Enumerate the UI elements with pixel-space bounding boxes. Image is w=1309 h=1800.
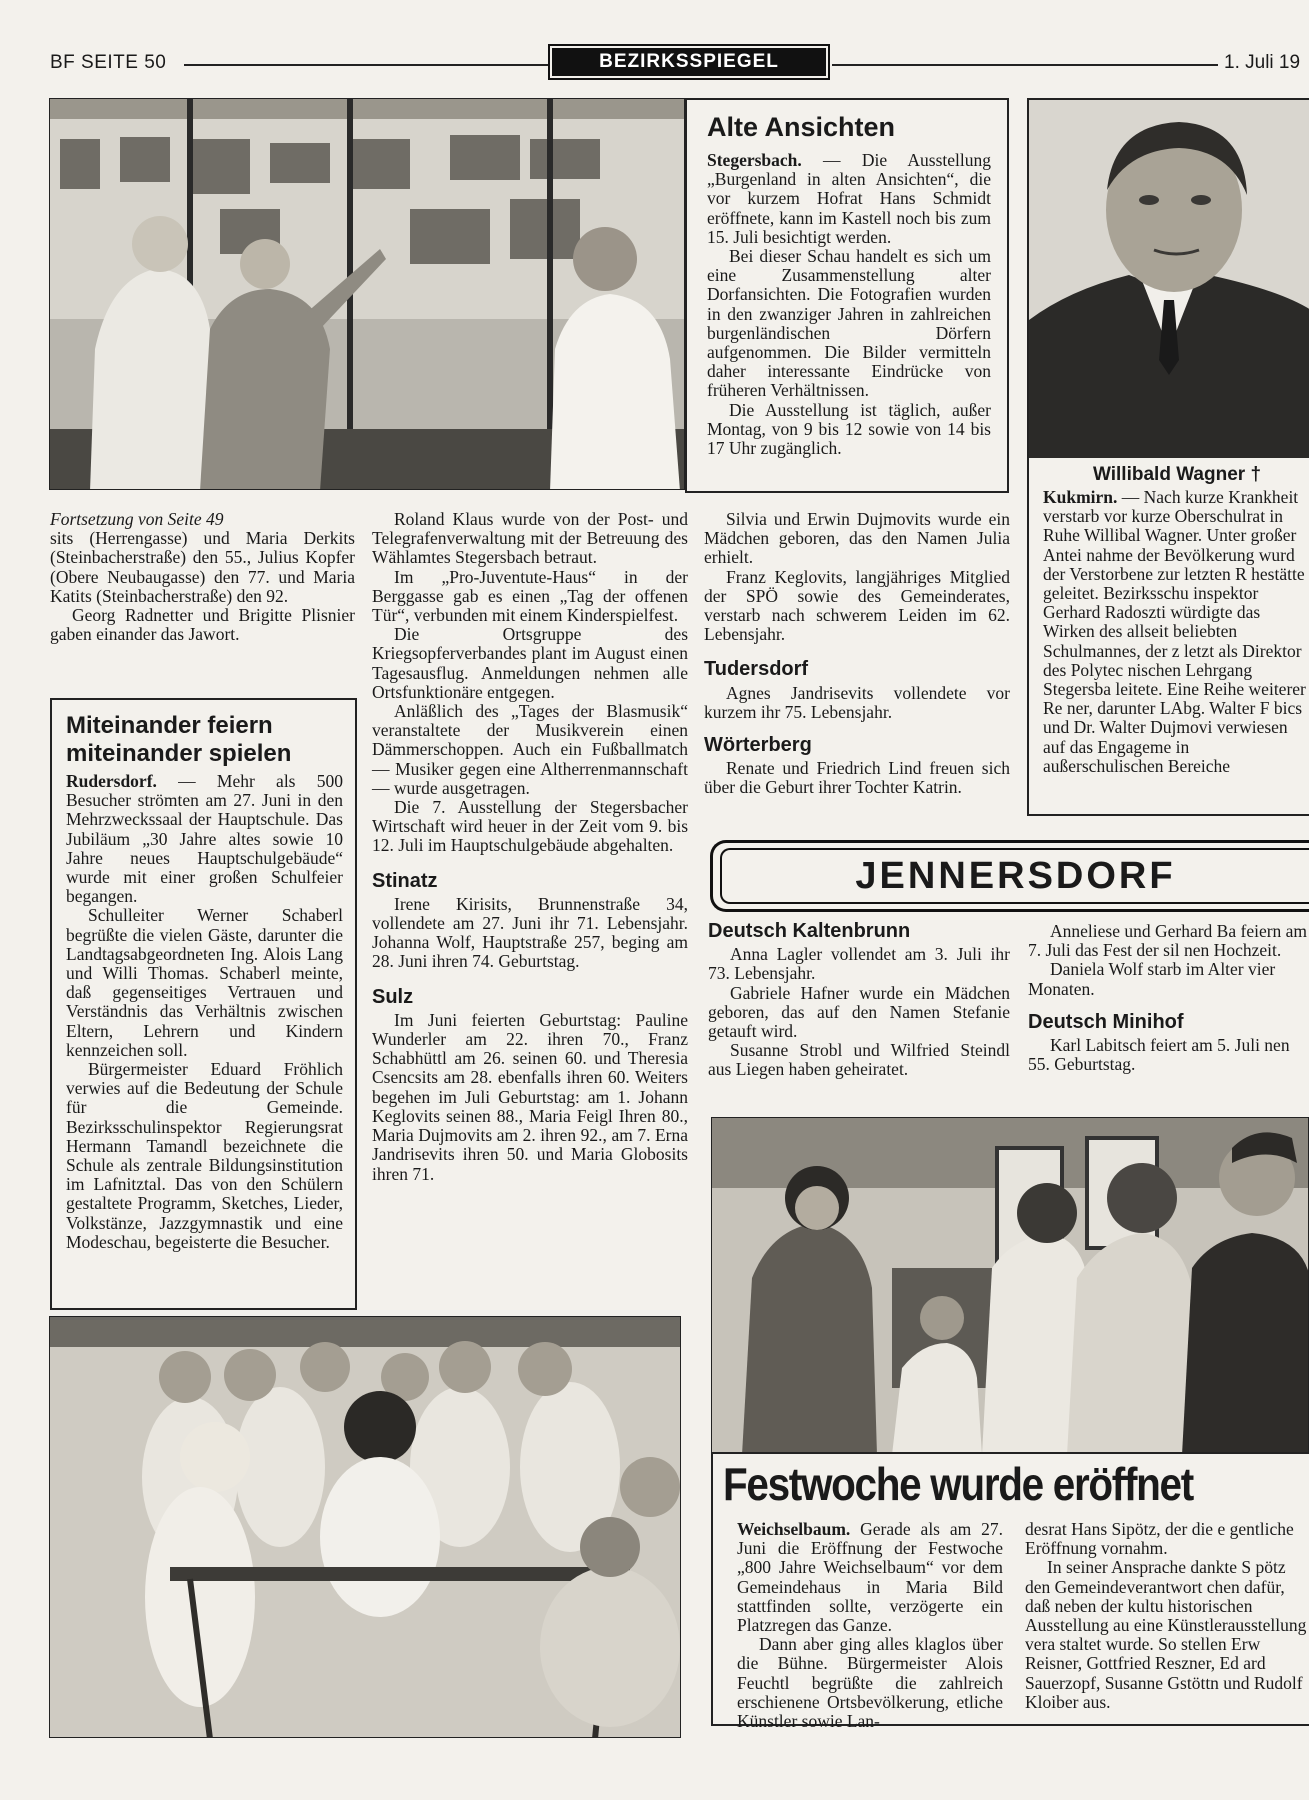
col2-text: Roland Klaus wurde von der Post- und Telegrafenverwaltung mit der Betreuung des Wählamtes Stegersbach betraut. Im „Pro-Juventute-Haus“ in der Berggasse gab es einen „Tag der offenen Tür“, verbunden mit einem Kinderspielfest. Die Ortsgruppe des Kriegsopferverbandes plant im August einen Tagesausflug. Anmeldungen nehmen alle Ortsfunktionäre entgegen. Anläßlich des „Tages der Blasmusik“ veranstaltete der Musikverein einen Dämmerschoppen. Auch ein Fußballmatch — Musiker gegen eine Altherrenmannschaft — wurde ausgetragen. Die 7. Ausstellung der Stegersbacher Wirtschaft wird heuer in der Zeit vom 9. bis 12. Juli im Hauptschulgebäude abgehalten. Stinatz Irene Kirisits, Brunnenstraße 34, vollendete am 27. Juni ihr 71. Lebensjahr. Johanna Wolf, Hauptstraße 257, beging am 28. Juni ihren 74. Geburtstag. Sulz Im Juni feierten Geburtstag: Pauline Wunderler am 22. ihren 70., Franz Schabhüttl am 26. seinen 60. und Theresia Csencsits am 28. ebenfalls ihren 60. Weiters begehen im Juli Geburtstag: am 1. Johann Keglovits seinen 88., Maria Feigl Ihren 80., Maria Dujmovits am 2. ihren 92., am 7. Erna Jandrisevits ihren 50. und Maria Globosits ihren 71.: [372, 509, 688, 1184]
woerterberg-heading: Wörterberg: [704, 734, 812, 757]
miteinander-title: Miteinander feiern miteinander spielen: [66, 712, 292, 767]
page-label: BF SEITE 50: [50, 52, 167, 73]
header-rule-right: [832, 64, 1218, 66]
sulz-heading: Sulz: [372, 985, 414, 1008]
wagner-title: Willibald Wagner †: [1092, 464, 1262, 485]
alte-ansichten-body: Stegersbach. — Die Ausstellung „Burgenland in alten Ansichten“, die vor kurzem Hofrat Hans Schmidt eröffnete, kann im Kastell noch bis zum 15. Juli besichtigt werden. Bei dieser Schau handelt es sich um eine Zusammenstellung alter Dorfansichten. Die Fotografien wurden in den zwanziger Jahren in zahlreichen burgenländischen Dörfern aufgenommen. Die Bilder vermitteln daher interessante Eindrücke von früheren Verhältnissen. Die Ausstellung ist täglich, außer Montag, von 9 bis 12 sowie von 14 bis 17 Uhr zugänglich.: [707, 150, 991, 459]
wagner-portrait-image: [1029, 100, 1309, 458]
alte-ansichten-article: [685, 98, 1009, 493]
tudersdorf-heading: Tudersdorf: [704, 658, 809, 681]
section-title: BEZIRKSSPIEGEL: [548, 44, 830, 80]
alte-ansichten-place: Stegersbach.: [707, 150, 802, 170]
weichselbaum-photo: [711, 1117, 1309, 1454]
jennersdorf-banner: JENNERSDORF: [710, 840, 1309, 912]
festwoche-title: Festwoche wurde eröffnet: [723, 1458, 1193, 1510]
festwoche-right-column: desrat Hans Sipötz, der die e gentliche Eröffnung vornahm. In seiner Ansprache dankte S pötz den Gemeindeverantwort chen dafür, daß neben der kultu historischen Ausstellung au eine Künstlerausstellung vera staltet wurde. So stellen Erw Reisner, Gottfried Reszner, Ed ard Sauerzopf, Susanne Gstöttn und Rudolf Kloiber aus.: [1025, 1519, 1307, 1712]
festwoche-left-column: Weichselbaum. Gerade als am 27. Juni die Eröffnung der Festwoche „800 Jahre Weichselbaum“ vor dem Gemeindehaus in Maria Bild stattfinden sollte, verzögerte ein Platzregen das Ganze. Dann aber ging alles klaglos über die Bühne. Bürgermeister Alois Feuchtl begrüßte die zahlreich erschienene Ortsbevölkerung, etliche Künstler sowie Lan-: [737, 1519, 1003, 1732]
deutsch-kaltenbrunn-article: Deutsch Kaltenbrunn Anna Lagler vollendet am 3. Juli ihr 73. Lebensjahr. Gabriele Hafner wurde ein Mädchen geboren, das auf den Namen Stefanie getauft wird. Susanne Strobl und Wilfried Steindl aus Liegen haben geheiratet.: [708, 920, 1010, 1080]
deutsch-kaltenbrunn-heading: Deutsch Kaltenbrunn: [708, 920, 911, 942]
deutsch-minihof-heading: Deutsch Minihof: [1028, 1010, 1184, 1033]
school-photo-image: [50, 1317, 681, 1738]
header-rule-left: [184, 64, 548, 66]
wagner-portrait: [1029, 100, 1309, 458]
col3-text: Silvia und Erwin Dujmovits wurde ein Mädchen geboren, das den Namen Julia erhielt. Franz Keglovits, langjähriges Mitglied der SPÖ sowie des Gemeinderates, verstarb nach schwerem Leiden im 62. Lebensjahr. Tudersdorf Agnes Jandrisevits vollendete vor kurzem ihr 75. Lebensjahr. Wörterberg Renate und Friedrich Lind freuen sich über die Geburt ihrer Tochter Katrin.: [704, 509, 1010, 798]
page-date: 1. Juli 19: [1224, 52, 1301, 73]
jennersdorf-right-column: Anneliese und Gerhard Ba feiern am 7. Juli das Fest der sil nen Hochzeit. Daniela Wolf starb im Alter vier Monaten. Deutsch Minihof Karl Labitsch feiert am 5. Juli nen 55. Geburtstag.: [1028, 921, 1308, 1075]
wagner-body: Kukmirn. — Nach kurze Krankheit verstarb vor kurze Oberschulrat in Ruhe Willibal Wagner. Unter großer Antei nahme der Bevölkerung wurd der Verstorbene zur letzten R hestätte geleitet. Bezirksschu inspektor Gerhard Radoszti würdigte das Wirken des allseit beliebten Schulmannes, der z letzt als Direktor des Polytec nischen Lehrgang Stegersba leitete. Eine Reihe weiterer Re ner, darunter LAbg. Walter F bics und Dr. Walter Dujmovi verwiesen auf das Engageme in außerschulischen Bereiche: [1043, 487, 1306, 776]
alte-ansichten-title: Alte Ansichten: [707, 112, 896, 142]
col1-continuation: Fortsetzung von Seite 49 sits (Herrengasse) und Maria Derkits (Steinbacherstraße) den 55., Julius Kopfer (Obere Neubaugasse) den 77. und Maria Katits (Steinbacherstraße) den 92. Georg Radnetter und Brigitte Plisnier gaben einander das Jawort.: [50, 509, 355, 645]
wagner-article: [1027, 98, 1309, 816]
stinatz-heading: Stinatz: [372, 869, 438, 892]
school-photo: [49, 1316, 681, 1738]
weichselbaum-photo-image: [712, 1118, 1309, 1454]
exhibition-photo-image: [50, 99, 685, 490]
festwoche-article: [711, 1452, 1309, 1732]
miteinander-article: [50, 698, 357, 1310]
miteinander-body: Rudersdorf. — Mehr als 500 Besucher strömten am 27. Juni in den Mehrzweckssaal der Hauptschule. Das Jubiläum „30 Jahre altes sowie 10 Jahre neues Hauptschulgebäude“ wurde mit einer großen Schulfeier begangen. Schulleiter Werner Schaberl begrüßte die vielen Gäste, darunter die Landtagsabgeordneten Ing. Alois Lang und Willi Thomas. Schaberl meinte, daß gegenseitiges Vertrauen und Verständnis das Verhältnis zwischen Eltern, Lehrern und Kindern kennzeichen soll. Bürgermeister Eduard Fröhlich verwies auf die Bedeutung der Schule für die Gemeinde. Bezirksschulinspektor Regierungsrat Hermann Tamandl bezeichnete die Schule als zentrale Bildungsinstitution im Lafnitztal. Das von den Schülern gestaltete Programm, Sketches, Lieder, Volkstänze, Jazzgymnastik und eine Modeschau, begeisterte die Besucher.: [66, 771, 343, 1252]
exhibition-photo: [49, 98, 685, 490]
